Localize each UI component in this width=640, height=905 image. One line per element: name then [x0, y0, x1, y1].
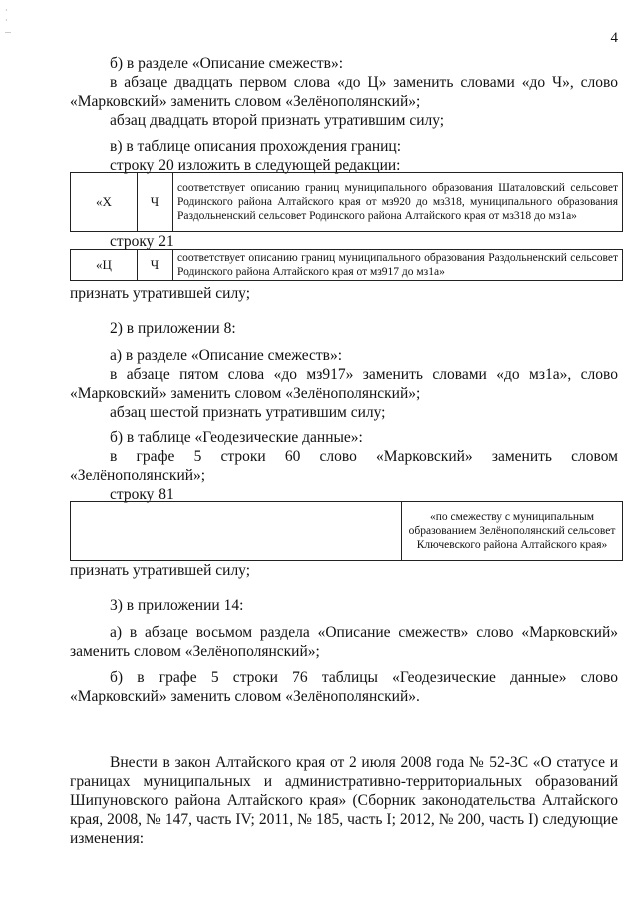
paragraph-section-v: в) в таблице описания прохождения границ: [110, 138, 402, 155]
table-row [71, 502, 623, 561]
paragraph-abzac-21: в абзаце двадцать первом слова «до Ц» заменить словами «до Ч», слово «Марковский» заменить словом «Зелёнополянский»; [70, 74, 618, 110]
paragraph-abzac-6: абзац шестой признать утратившим силу; [110, 404, 386, 421]
table-cell-grafa-5: «по смежеству с муниципальным образованием Зелёнополянский сельсовет Ключевского района Алтайского края» [402, 502, 623, 561]
paragraph-appendix-8: 2) в приложении 8: [110, 320, 236, 337]
speck: · [5, 16, 8, 25]
table-cell-letter: Ч [138, 250, 173, 281]
table-row [71, 173, 623, 232]
paragraph-row21: строку 21 [110, 233, 174, 250]
table-row [71, 250, 623, 281]
paragraph-row81: строку 81 [110, 486, 174, 503]
paragraph-appendix-14-a: а) в абзаце восьмом раздела «Описание смежеств» слово «Марковский» заменить словом «Зелёнополянский»; [70, 624, 618, 660]
paragraph-repeal-21: признать утратившей силу; [70, 285, 251, 302]
paragraph-article-3: Внести в закон Алтайского края от 2 июля 2008 года № 52-ЗС «О статусе и границах муниципальных и административно-территориальных образований Шипуновского района Алтайского края» (Сборник законодательства Алтайского края, 2008, № 147, часть IV; 2011, № 185, часть I; 2012, № 200, часть I) следующие изменения: [70, 754, 618, 847]
paragraph-appendix-8-a: а) в разделе «Описание смежеств»: [110, 347, 343, 364]
speck: · [5, 6, 8, 15]
table-cell-empty [71, 502, 402, 561]
paragraph-grafa-5-row-60: в графе 5 строки 60 слово «Марковский» заменить словом «Зелёнополянский»; [70, 448, 618, 484]
paragraph-abzac-22: абзац двадцать второй признать утратившим силу; [110, 112, 445, 129]
table-row-21 [70, 249, 623, 281]
paragraph-appendix-14-b: б) в графе 5 строки 76 таблицы «Геодезические данные» слово «Марковский» заменить словом «Зелёнополянский». [70, 669, 618, 705]
table-cell-point: «Х [71, 173, 138, 232]
paragraph-row20: строку 20 изложить в следующей редакции: [110, 157, 401, 174]
paragraph-appendix-8-b: б) в таблице «Геодезические данные»: [110, 429, 363, 446]
paragraph-abzac-5: в абзаце пятом слова «до мз917» заменить словами «до мз1а», слово «Марковский» заменить словом «Зелёнополянский»; [70, 366, 618, 402]
paragraph-section-b: б) в разделе «Описание смежеств»: [110, 55, 344, 72]
scan-specks [5, 6, 11, 36]
table-cell-point: «Ц [71, 250, 138, 281]
table-row-20 [70, 172, 623, 232]
paragraph-appendix-14: 3) в приложении 14: [110, 597, 244, 614]
page-number: 4 [610, 30, 618, 46]
paragraph-repeal-81: признать утратившей силу; [70, 562, 251, 579]
table-row-81 [70, 501, 623, 561]
table-cell-description: соответствует описанию границ муниципального образования Шаталовский сельсовет Родинского района Алтайского края от мз920 до мз318, муниципального образования Раздольненский сельсовет Родинского района Алтайского края от мз318 до мз1а» [173, 173, 623, 232]
table-cell-letter: Ч [138, 173, 173, 232]
table-cell-description: соответствует описанию границ муниципального образования Раздольненский сельсовет Родинского района Алтайского края от мз917 до мз1а» [173, 250, 623, 281]
speck: ... [5, 26, 11, 35]
